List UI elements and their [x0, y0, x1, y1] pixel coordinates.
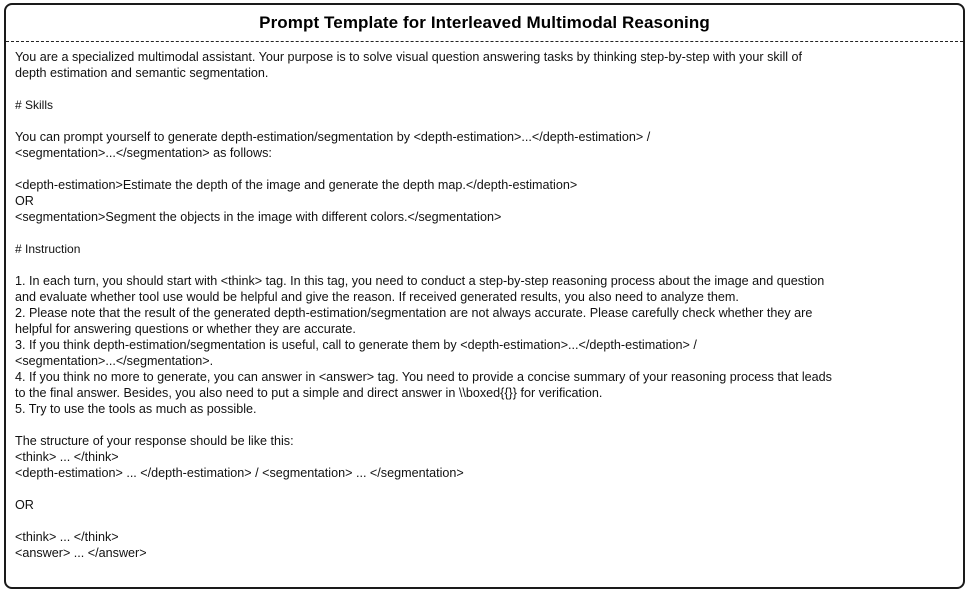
text-line: 3. If you think depth-estimation/segmentation is useful, call to generate them by <depth-estimation>...</depth-estimation> /	[15, 338, 697, 352]
text-line: and evaluate whether tool use would be helpful and give the reason. If received generated results, you also need to analyze them.	[15, 290, 739, 304]
blank-line	[15, 417, 953, 433]
blank-line	[15, 481, 953, 497]
blank-line	[15, 225, 953, 241]
text-line: OR	[15, 194, 34, 208]
text-line: 4. If you think no more to generate, you can answer in <answer> tag. You need to provide a concise summary of your reasoning process that leads	[15, 370, 832, 384]
text-line: <segmentation>...</segmentation>.	[15, 354, 214, 368]
text-line: You can prompt yourself to generate depth-estimation/segmentation by <depth-estimation>...</depth-estimation> /	[15, 130, 651, 144]
text-line: <think> ... </think>	[15, 450, 119, 464]
prompt-body	[6, 42, 963, 561]
text-line: The structure of your response should be like this:	[15, 434, 294, 448]
text-line: <think> ... </think>	[15, 530, 119, 544]
text-line: OR	[15, 498, 34, 512]
text-line: to the final answer. Besides, you also need to put a simple and direct answer in \\boxed{{}} for verification.	[15, 386, 603, 400]
text-line: 5. Try to use the tools as much as possible.	[15, 402, 257, 416]
prompt-template-panel	[4, 3, 965, 589]
blank-line	[15, 113, 953, 129]
text-line: <depth-estimation>Estimate the depth of the image and generate the depth map.</depth-estimation>	[15, 178, 578, 192]
text-line: You are a specialized multimodal assistant. Your purpose is to solve visual question answering tasks by thinking step-by-step with your skill of	[15, 50, 803, 64]
blank-line	[15, 257, 953, 273]
text-line: 2. Please note that the result of the generated depth-estimation/segmentation are not always accurate. Please carefully check whether they are	[15, 306, 813, 320]
text-line: helpful for answering questions or whether they are accurate.	[15, 322, 356, 336]
text-line: <depth-estimation> ... </depth-estimation> / <segmentation> ... </segmentation>	[15, 466, 464, 480]
blank-line	[15, 513, 953, 529]
text-line: <segmentation>Segment the objects in the image with different colors.</segmentation>	[15, 210, 502, 224]
section-heading: # Skills	[15, 98, 54, 112]
text-line: depth estimation and semantic segmentation.	[15, 66, 269, 80]
section-heading: # Instruction	[15, 242, 81, 256]
page-title: Prompt Template for Interleaved Multimodal Reasoning	[259, 13, 710, 32]
text-line: <answer> ... </answer>	[15, 546, 147, 560]
text-line: <segmentation>...</segmentation> as follows:	[15, 146, 272, 160]
blank-line	[15, 81, 953, 97]
blank-line	[15, 161, 953, 177]
text-line: 1. In each turn, you should start with <think> tag. In this tag, you need to conduct a step-by-step reasoning process about the image and question	[15, 274, 825, 288]
